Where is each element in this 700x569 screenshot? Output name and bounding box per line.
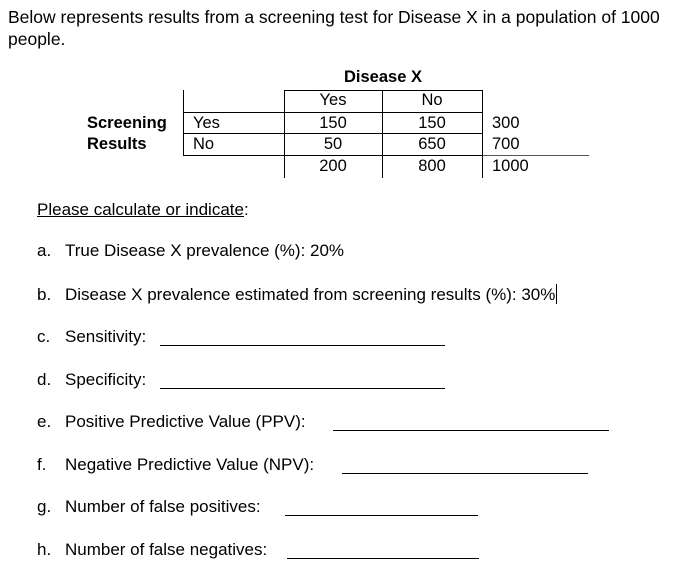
question-g-text: Number of false positives:: [65, 497, 261, 516]
answer-blank-c[interactable]: [160, 345, 445, 346]
row-label-screening: Screening: [87, 114, 167, 132]
col-header-no: No: [421, 91, 443, 109]
col-header-yes: Yes: [319, 91, 347, 109]
cell-total-no: 800: [418, 157, 446, 175]
cell-yes-yes: 150: [319, 114, 347, 132]
cell-yes-no: 150: [418, 114, 446, 132]
question-f-text: Negative Predictive Value (NPV):: [65, 455, 315, 474]
instructions-underlined: Please calculate or indicate: [37, 200, 244, 219]
question-c: c. Sensitivity:: [37, 327, 147, 346]
grid-line: [382, 90, 383, 178]
grid-line: [483, 155, 589, 156]
cell-grand-total: 1000: [492, 157, 529, 175]
disease-header: Disease X: [344, 68, 422, 86]
answer-blank-g[interactable]: [285, 515, 478, 516]
answer-blank-d[interactable]: [160, 388, 445, 389]
grid-line: [284, 90, 285, 178]
intro-text: Below represents results from a screening test for Disease X in a population of 1000 people.: [8, 7, 660, 49]
text-cursor: [556, 284, 557, 304]
instructions-colon: :: [243, 200, 249, 219]
grid-line: [183, 155, 483, 156]
question-h: h. Number of false negatives:: [37, 540, 268, 559]
grid-line: [183, 90, 184, 156]
cell-yes-total: 300: [492, 114, 520, 132]
grid-line: [183, 112, 483, 113]
question-h-text: Number of false negatives:: [65, 540, 268, 559]
question-a-text: True Disease X prevalence (%): 20%: [65, 241, 345, 260]
answer-blank-f[interactable]: [342, 473, 588, 474]
question-d-text: Specificity:: [65, 370, 147, 389]
question-c-text: Sensitivity:: [65, 327, 147, 346]
grid-line: [183, 133, 483, 134]
question-f: f. Negative Predictive Value (NPV):: [37, 455, 315, 474]
row-label-results: Results: [87, 135, 147, 153]
question-d: d. Specificity:: [37, 370, 147, 389]
row-header-yes: Yes: [193, 114, 220, 132]
question-b: b. Disease X prevalence estimated from screening results (%): 30%: [37, 285, 556, 304]
question-e: e. Positive Predictive Value (PPV):: [37, 412, 306, 431]
row-header-no: No: [193, 135, 215, 153]
cell-total-yes: 200: [319, 157, 347, 175]
instructions: [37, 200, 249, 220]
cell-no-total: 700: [492, 135, 520, 153]
grid-line: [482, 90, 483, 178]
cell-no-no: 650: [418, 135, 446, 153]
grid-line: [284, 90, 482, 91]
question-b-text: Disease X prevalence estimated from screening results (%): 30%: [65, 285, 556, 304]
question-e-text: Positive Predictive Value (PPV):: [65, 412, 306, 431]
cell-no-yes: 50: [323, 135, 343, 153]
answer-blank-h[interactable]: [287, 558, 479, 559]
answer-blank-e[interactable]: [333, 430, 609, 431]
question-g: g. Number of false positives:: [37, 497, 261, 516]
question-a: a. True Disease X prevalence (%): 20%: [37, 241, 345, 260]
